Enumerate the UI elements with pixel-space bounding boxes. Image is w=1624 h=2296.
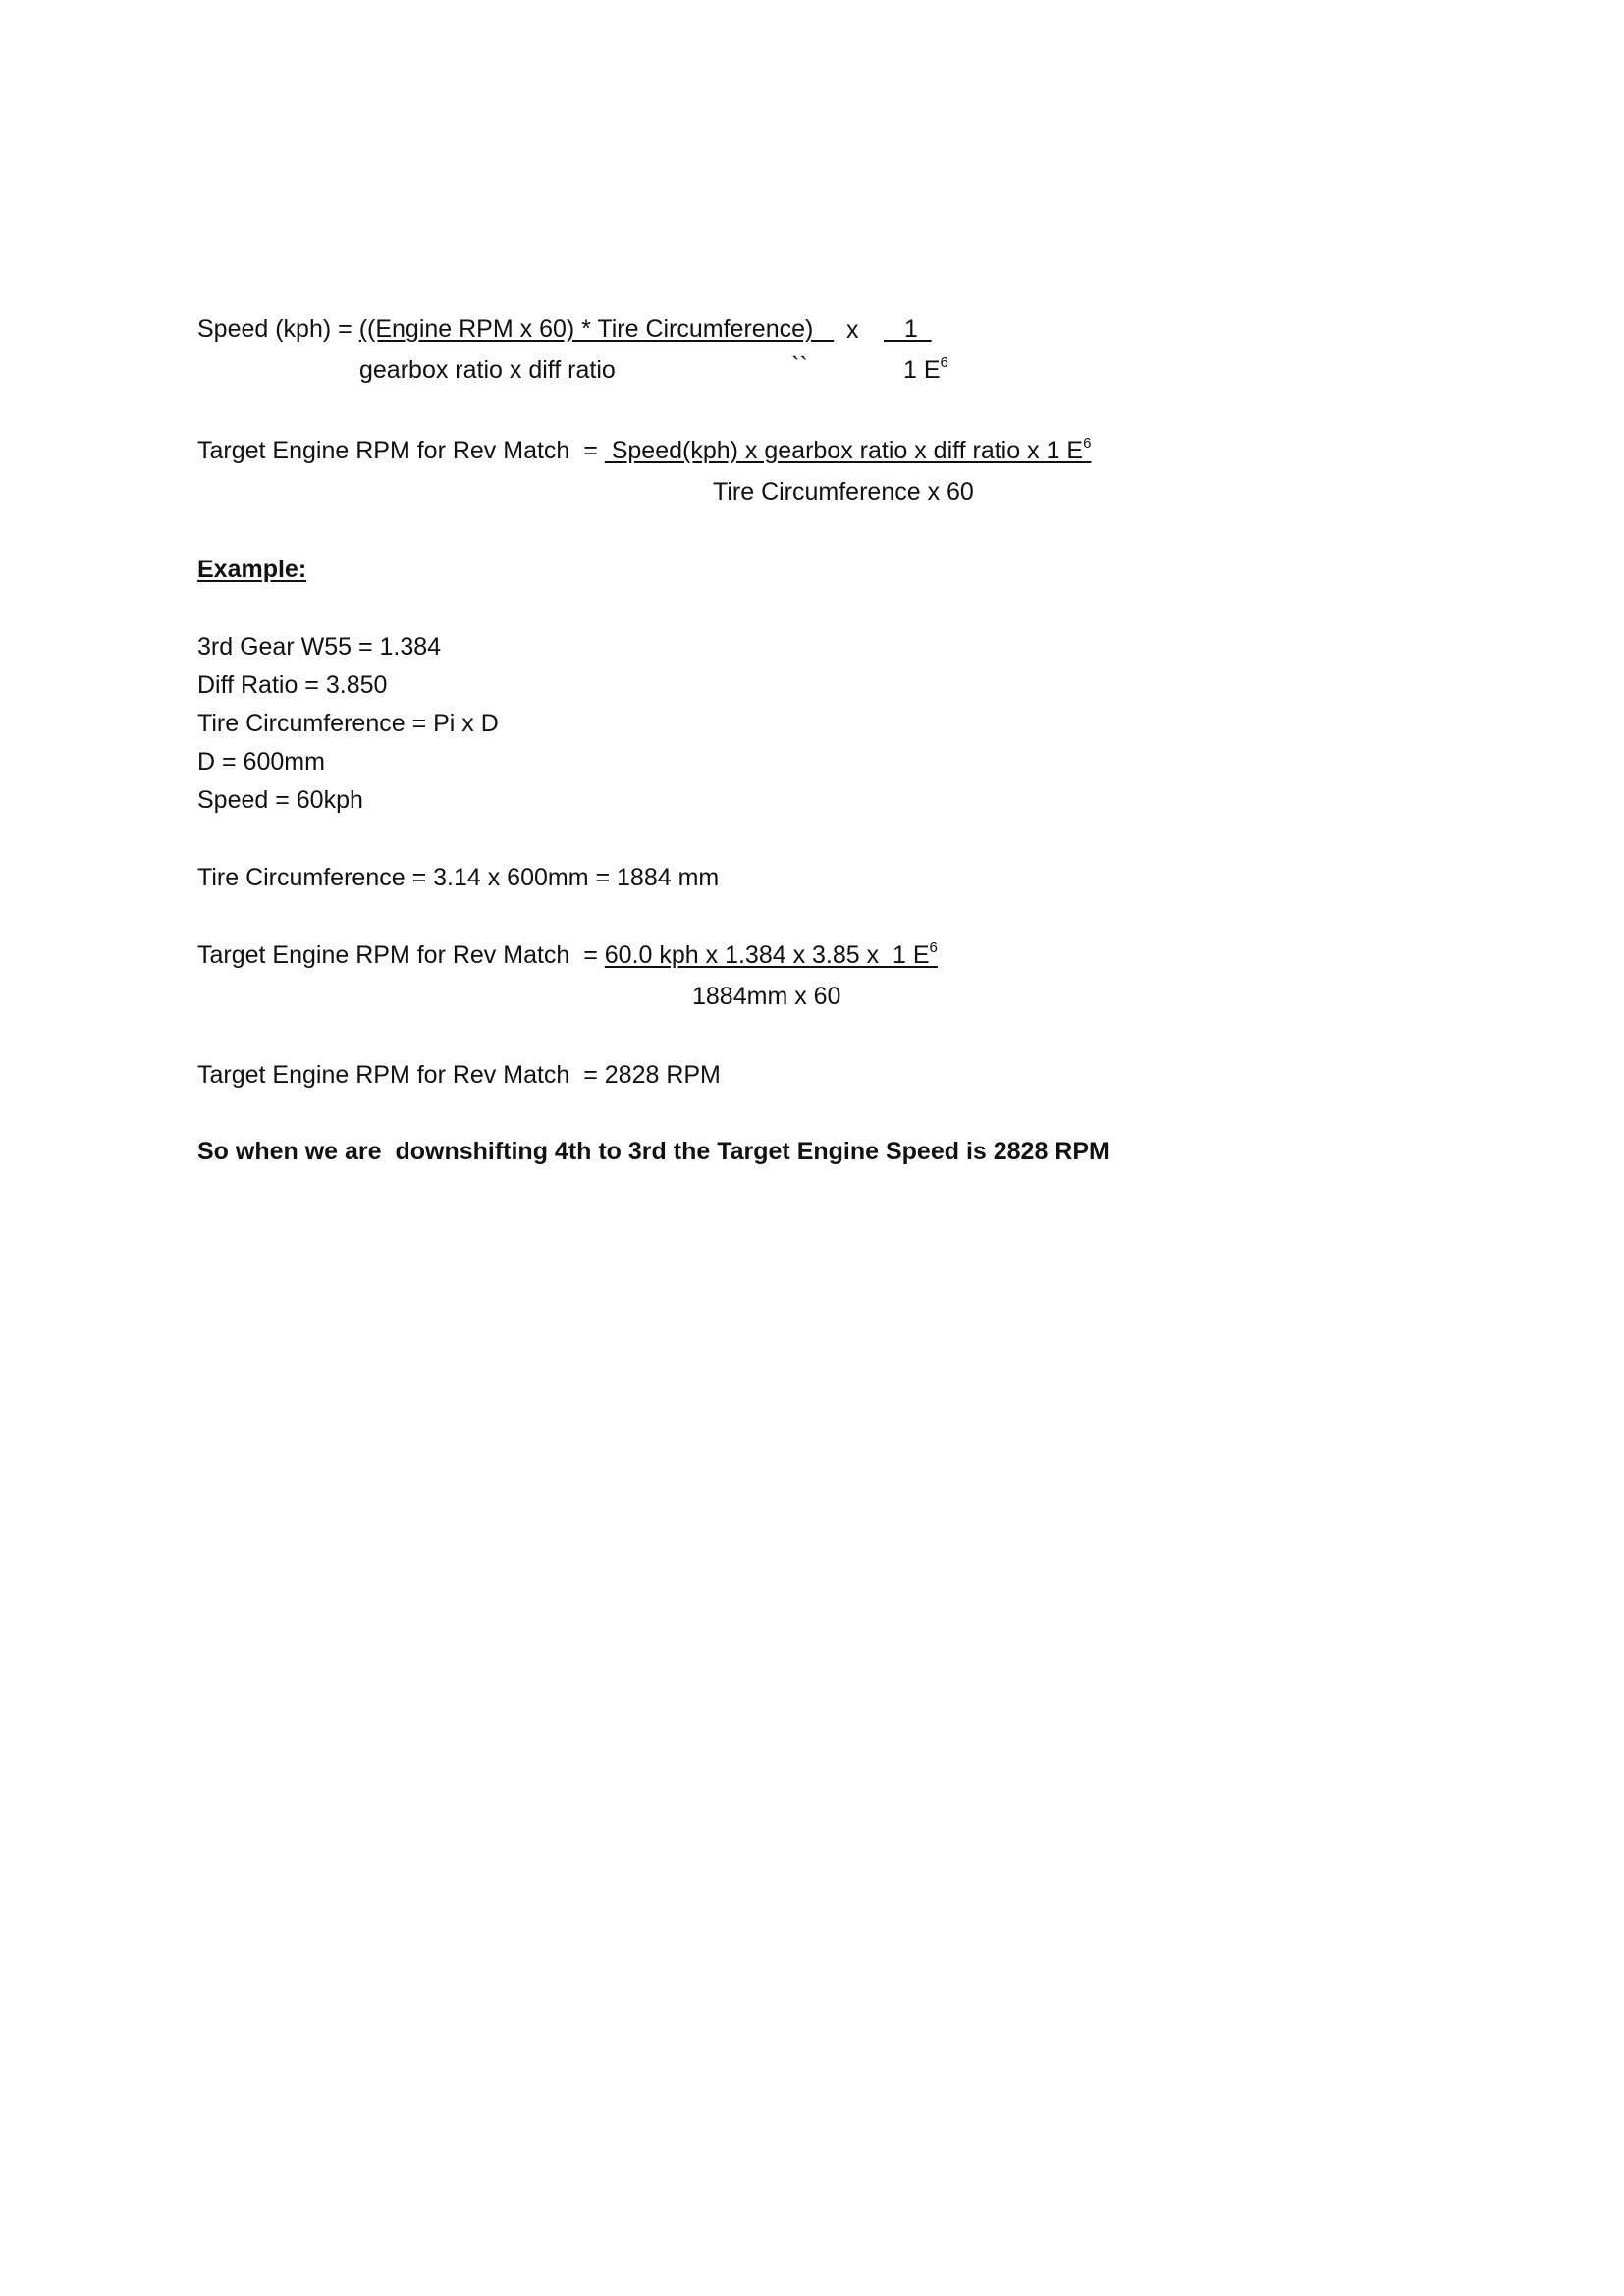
rpm-calculation-numerator: 60.0 kph x 1.384 x 3.85 x 1 $E^6$ — [604, 939, 938, 969]
rpm-formula-numerator: Speed(kph) x gearbox ratio x diff ratio x 1 $E^6$ — [604, 435, 1092, 464]
speed-formula-tick: `` — [791, 352, 808, 380]
rpm-formula-exponent: 6 — [1083, 435, 1092, 452]
given-gear-ratio: 3rd Gear W55 = 1.384 — [197, 633, 442, 661]
rpm-formula-denominator: Tire Circumference x 60 — [713, 478, 974, 506]
speed-formula-denominator: gearbox ratio x diff ratio — [359, 356, 616, 384]
given-diameter: D = 600mm — [197, 748, 325, 775]
speed-formula-one: 1 — [884, 315, 932, 343]
speed-formula-one-e: 1 $E^6$ — [903, 354, 948, 384]
rpm-calculation-lhs: Target Engine RPM for Rev Match = — [197, 941, 605, 969]
rpm-formula-numerator-line — [197, 436, 1091, 465]
conclusion-text: So when we are downshifting 4th to 3rd the Target Engine Speed is 2828 RPM — [197, 1138, 1110, 1165]
rpm-calculation-exponent: 6 — [929, 939, 938, 956]
rpm-calculation-numerator-line — [197, 940, 938, 970]
speed-formula-lhs: Speed (kph) = — [197, 315, 359, 343]
rpm-formula-lhs: Target Engine RPM for Rev Match = — [197, 437, 605, 464]
speed-formula-numerator-line — [197, 314, 834, 344]
rpm-result: Target Engine RPM for Rev Match = 2828 RPM — [197, 1061, 721, 1089]
given-diff-ratio: Diff Ratio = 3.850 — [197, 671, 388, 699]
speed-formula-exponent: 6 — [940, 354, 948, 371]
given-tire-circumference: Tire Circumference = Pi x D — [197, 710, 499, 737]
example-heading: Example: — [197, 556, 307, 583]
speed-formula-numerator: ((Engine RPM x 60) * Tire Circumference) — [358, 315, 835, 343]
given-speed: Speed = 60kph — [197, 786, 363, 814]
circumference-calculation: Tire Circumference = 3.14 x 600mm = 1884 mm — [197, 864, 720, 891]
rpm-calculation-denominator: 1884mm x 60 — [692, 983, 841, 1010]
speed-formula-times: x — [846, 316, 859, 344]
